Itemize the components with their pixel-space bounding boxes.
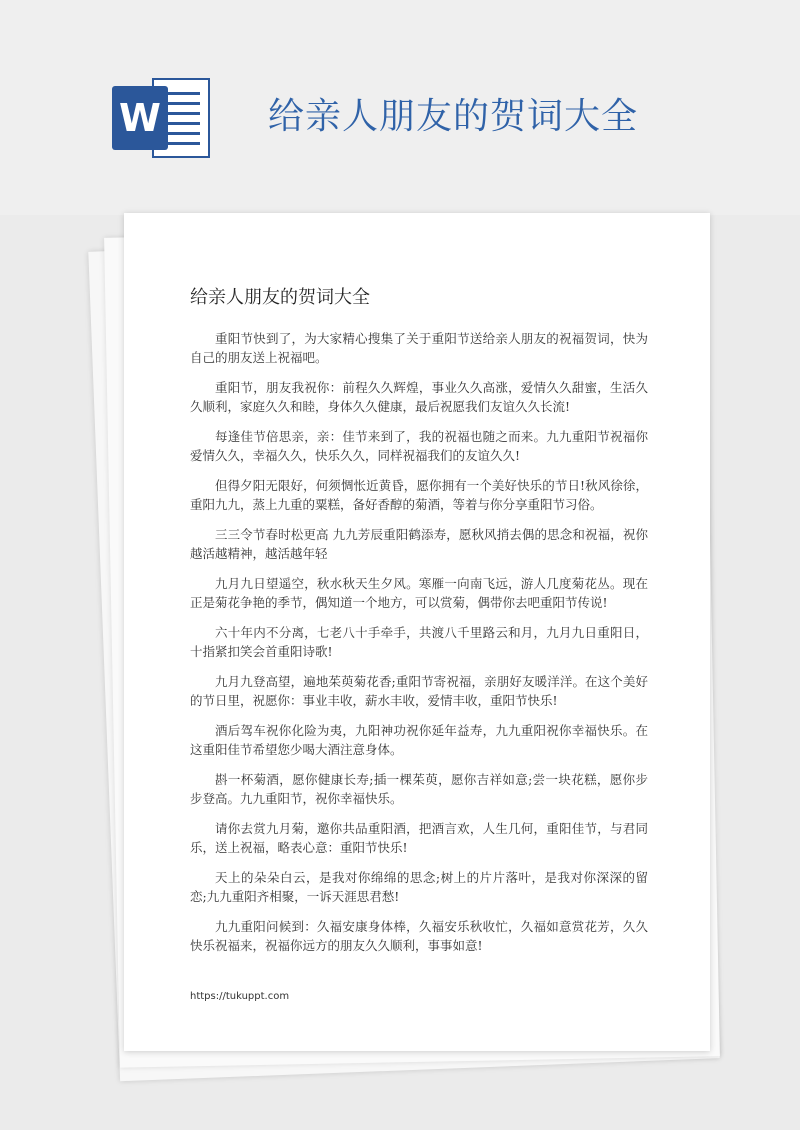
body-paragraph: 六十年内不分离，七老八十手牵手，共渡八千里路云和月，九月九日重阳日，十指紧扣笑会首重阳诗歌!: [190, 625, 648, 659]
document-title: 给亲人朋友的贺词大全: [190, 287, 370, 308]
body-paragraph: 重阳节，朋友我祝你：前程久久辉煌，事业久久高涨，爱情久久甜蜜，生活久久顺利，家庭久久和睦，身体久久健康，最后祝愿我们友谊久久长流!: [190, 380, 648, 414]
body-paragraph: 三三令节春时松更高 九九芳辰重阳鹤添寿，愿秋风捎去偶的思念和祝福，祝你越活越精神，越活越年轻: [190, 527, 648, 561]
document-body: [190, 329, 648, 966]
body-paragraph: 每逢佳节倍思亲，亲：佳节来到了，我的祝福也随之而来。九九重阳节祝福你爱情久久，幸福久久，快乐久久，同样祝福我们的友谊久久!: [190, 429, 648, 463]
body-paragraph: 但得夕阳无限好，何须惆怅近黄昏，愿你拥有一个美好快乐的节日!秋风徐徐，重阳九九，蒸上九重的粟糕，备好香醇的菊酒，等着与你分享重阳节习俗。: [190, 478, 648, 512]
body-paragraph: 请你去赏九月菊，邀你共品重阳酒，把酒言欢，人生几何，重阳佳节，与君同乐，送上祝福，略表心意：重阳节快乐!: [190, 821, 648, 855]
body-paragraph: 九月九登高望，遍地茱萸菊花香;重阳节寄祝福，亲朋好友暖洋洋。在这个美好的节日里，祝愿你：事业丰收，薪水丰收，爱情丰收，重阳节快乐!: [190, 674, 648, 708]
word-logo-badge: W: [112, 86, 168, 150]
banner-title: 给亲人朋友的贺词大全: [268, 96, 639, 137]
document-page: [124, 213, 710, 1051]
body-paragraph: 天上的朵朵白云，是我对你绵绵的思念;树上的片片落叶，是我对你深深的留恋;九九重阳齐相聚，一诉天涯思君愁!: [190, 870, 648, 904]
body-paragraph: 九月九日望遥空，秋水秋天生夕风。寒雁一向南飞远，游人几度菊花丛。现在正是菊花争艳的季节，偶知道一个地方，可以赏菊，偶带你去吧重阳节传说!: [190, 576, 648, 610]
body-paragraph: 酒后驾车祝你化险为夷，九阳神功祝你延年益寿，九九重阳祝你幸福快乐。在这重阳佳节希望您少喝大酒注意身体。: [190, 723, 648, 757]
body-paragraph: 九九重阳问候到：久福安康身体棒，久福安乐秋收忙，久福如意赏花芳，久久快乐祝福来，祝福你远方的朋友久久顺利，事事如意!: [190, 919, 648, 953]
body-paragraph: 重阳节快到了，为大家精心搜集了关于重阳节送给亲人朋友的祝福贺词，快为自己的朋友送上祝福吧。: [190, 331, 648, 365]
word-document-icon: [112, 72, 210, 164]
body-paragraph: 斟一杯菊酒，愿你健康长寿;插一棵茱萸，愿你吉祥如意;尝一块花糕，愿你步步登高。九九重阳节，祝你幸福快乐。: [190, 772, 648, 806]
source-url: https://tukuppt.com: [190, 991, 290, 1002]
